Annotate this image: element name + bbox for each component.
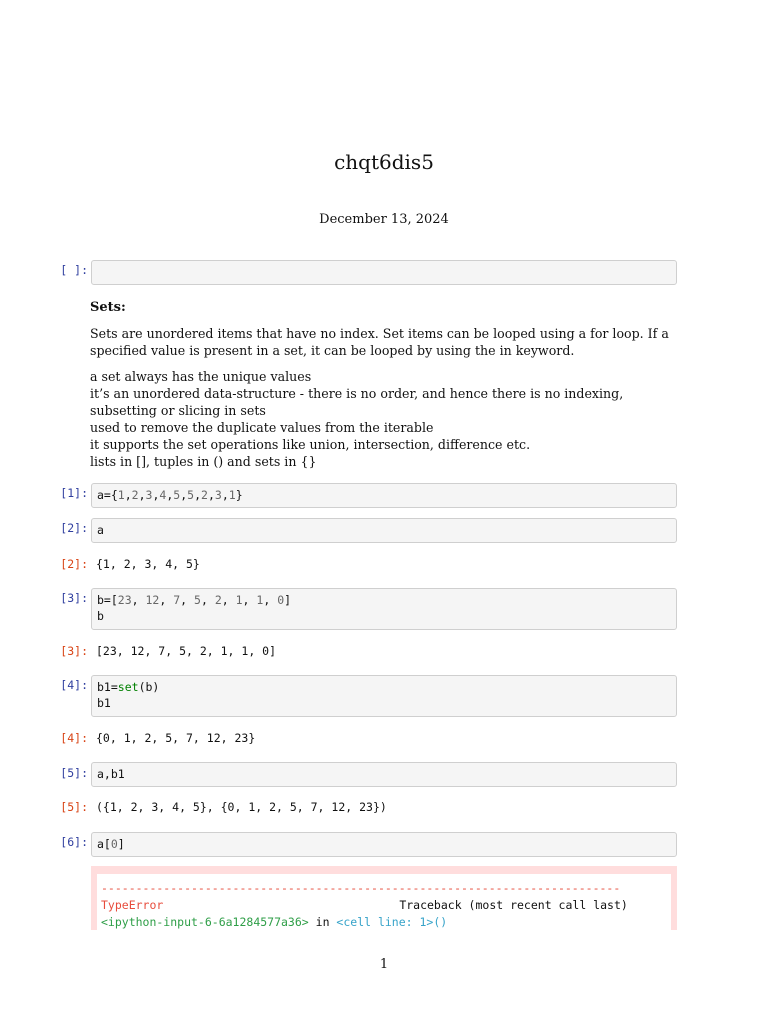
- cell-5-code[interactable]: a,b1: [91, 762, 677, 787]
- empty-code-cell[interactable]: [91, 260, 677, 285]
- cell-3-out-prompt: [3]:: [60, 644, 88, 658]
- empty-cell-prompt: [ ]:: [60, 263, 88, 277]
- markdown-line: used to remove the duplicate values from the iterable: [90, 420, 434, 435]
- cell-2-code[interactable]: a: [91, 518, 677, 543]
- cell-4-out-prompt: [4]:: [60, 731, 88, 745]
- code-number: 4: [159, 488, 167, 502]
- cell-5-out-prompt: [5]:: [60, 800, 88, 814]
- traceback-label: Traceback (most recent call last): [399, 898, 628, 912]
- code-builtin: set: [117, 680, 139, 694]
- cell-1-code[interactable]: a={1,2,3,4,5,5,2,3,1}: [91, 483, 677, 508]
- cell-5-output: ({1, 2, 3, 4, 5}, {0, 1, 2, 5, 7, 12, 23}): [96, 800, 387, 814]
- code-text: a={: [97, 488, 118, 502]
- cell-5-prompt: [5]:: [60, 766, 88, 780]
- code-number: 1: [256, 593, 264, 607]
- traceback-separator: ---------------------------------------------------------------------------: [101, 881, 621, 895]
- markdown-cell: [90, 299, 680, 470]
- code-number: 2: [214, 593, 222, 607]
- code-number: 12: [145, 593, 160, 607]
- code-number: 7: [173, 593, 181, 607]
- cell-4-output: {0, 1, 2, 5, 7, 12, 23}: [96, 731, 256, 745]
- code-number: 3: [145, 488, 153, 502]
- code-number: 2: [131, 488, 139, 502]
- traceback: [97, 874, 671, 930]
- error-output: [91, 866, 677, 930]
- code-number: 0: [110, 837, 118, 851]
- cell-2-output: {1, 2, 3, 4, 5}: [96, 557, 200, 571]
- cell-3-output: [23, 12, 7, 5, 2, 1, 1, 0]: [96, 644, 277, 658]
- markdown-line: it supports the set operations like union, intersection, difference etc.: [90, 437, 531, 452]
- traceback-text: in: [308, 915, 337, 929]
- markdown-line: a set always has the unique values: [90, 369, 312, 384]
- cell-6-code[interactable]: [91, 832, 677, 857]
- document-date: December 13, 2024: [319, 212, 449, 227]
- cell-4-prompt: [4]:: [60, 678, 88, 692]
- code-number: 1: [228, 488, 236, 502]
- code-number: 5: [173, 488, 181, 502]
- code-text: }: [235, 488, 243, 502]
- code-number: 23: [117, 593, 132, 607]
- page-number: 1: [379, 957, 389, 972]
- traceback-cell-line: <cell line: 1>(): [336, 915, 448, 929]
- code-number: 1: [235, 593, 243, 607]
- code-number: 5: [194, 593, 201, 607]
- code-number: 1: [117, 488, 125, 502]
- document-title: chqt6dis5: [334, 150, 434, 174]
- cell-1-prompt: [1]:: [60, 486, 88, 500]
- cell-3-code[interactable]: b=[23, 12, 7, 5, 2, 1, 1, 0] b: [91, 588, 677, 630]
- markdown-heading: Sets:: [90, 300, 126, 315]
- cell-2-out-prompt: [2]:: [60, 557, 88, 571]
- markdown-line: it’s an unordered data-structure - there is no order, and hence there is no indexing, subsetting or slicing in sets: [90, 386, 624, 418]
- cell-6-prompt: [6]:: [60, 835, 88, 849]
- code-text: b=[: [97, 593, 118, 607]
- error-type: TypeError: [101, 898, 164, 912]
- code-text: =: [110, 680, 118, 694]
- code-text: b1: [97, 680, 111, 694]
- markdown-paragraph: Sets are unordered items that have no index. Set items can be looped using a for loop. If a specified value is present in a set, it can be looped by using the in keyword.: [90, 326, 669, 358]
- code-number: 0: [277, 593, 285, 607]
- traceback-input-ref: <ipython-input-6-6a1284577a36>: [101, 915, 309, 929]
- code-number: 5: [187, 488, 195, 502]
- code-number: 2: [201, 488, 208, 502]
- cell-3-prompt: [3]:: [60, 591, 88, 605]
- code-text: a[: [97, 837, 111, 851]
- cell-4-code[interactable]: [91, 675, 677, 717]
- code-text: (b): [138, 680, 160, 694]
- markdown-line: lists in [], tuples in () and sets in {}: [90, 454, 317, 469]
- code-text: ]: [284, 593, 292, 607]
- cell-2-prompt: [2]:: [60, 521, 88, 535]
- code-text: b1: [97, 696, 111, 710]
- code-text: b: [97, 609, 104, 623]
- code-text: ]: [117, 837, 125, 851]
- code-number: 3: [214, 488, 222, 502]
